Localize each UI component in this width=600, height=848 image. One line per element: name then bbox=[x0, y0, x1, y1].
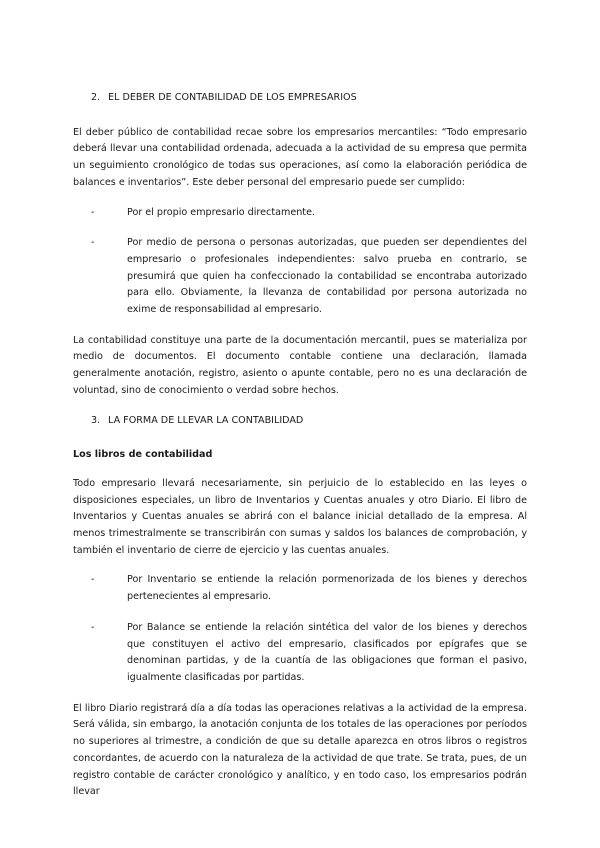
section-2-heading bbox=[73, 90, 527, 107]
dash-bullet: - bbox=[91, 206, 95, 218]
list-item bbox=[91, 235, 527, 319]
section-2-list bbox=[73, 205, 527, 319]
list-item bbox=[91, 205, 527, 222]
dash-bullet: - bbox=[91, 237, 95, 249]
section-3-list bbox=[73, 572, 527, 686]
section-3-intro: Todo empresario llevará necesariamente, sin perjuicio de lo establecido en las leyes o disposiciones especiales, un libro de Inventarios y Cuentas anuales y otro Diario. El libro de Inventarios y Cuentas anuales se abrirá con el balance inicial detallado de la empresa. Al menos trimestralmente se transcribirán con sumas y saldos los balances de comprobación, y también el inventario de cierre de ejercicio y las cuentas anuales. bbox=[73, 477, 527, 556]
section-2-closing: La contabilidad constituye una parte de la documentación mercantil, pues se materializa por medio de documentos. El documento contable contiene una declaración, llamada generalmente anotación, registro, asiento o apunte contable, pero no es una declaración de voluntad, sino de conocimiento o verdad sobre hechos. bbox=[73, 334, 527, 396]
list-item bbox=[91, 620, 527, 687]
section-3-title: LA FORMA DE LLEVAR LA CONTABILIDAD bbox=[108, 414, 304, 426]
subsection-title: Los libros de contabilidad bbox=[73, 449, 213, 461]
section-3-closing: El libro Diario registrará día a día todas las operaciones relativas a la actividad de la empresa. Será válida, sin embargo, la anotación conjunta de los totales de las operaciones por períodos no superiores al trimestre, a condición de que su detalle aparezca en otros libros o registros concordantes, de acuerdo con la naturaleza de la actividad de que trate. Se trata, pues, de un registro contable de carácter cronológico y analítico, y en todo caso, los empresarios podrán llevar bbox=[73, 702, 527, 798]
list-item-text: Por Inventario se entiende la relación pormenorizada de los bienes y derechos pertenecientes al empresario. bbox=[127, 574, 527, 603]
dash-bullet: - bbox=[91, 621, 95, 633]
section-3-heading bbox=[73, 413, 527, 430]
section-2-number: 2. bbox=[91, 92, 101, 103]
list-item-text: Por medio de persona o personas autorizadas, que pueden ser dependientes del empresario o profesionales independientes: salvo prueba en contrario, se presumirá que quien ha confeccionado la contabilidad se encontraba autorizado para ello. Obviamente, la llevanza de contabilidad por persona autorizada no exime de responsabilidad al empresario. bbox=[127, 237, 527, 316]
list-item-text: Por Balance se entiende la relación sintética del valor de los bienes y derechos que constituyen el activo del empresario, clasificados por epígrafes que se denominan partidas, y de la cuantía de las obligaciones que forman el pasivo, igualmente clasificadas por partidas. bbox=[127, 621, 527, 683]
section-3-number: 3. bbox=[91, 414, 101, 426]
section-2-title: EL DEBER DE CONTABILIDAD DE LOS EMPRESARIOS bbox=[108, 92, 357, 103]
list-item-text: Por el propio empresario directamente. bbox=[127, 206, 316, 218]
list-item bbox=[91, 572, 527, 605]
section-2-intro: El deber público de contabilidad recae sobre los empresarios mercantiles: “Todo empresario deberá llevar una contabilidad ordenada, adecuada a la actividad de su empresa que permita un seguimiento cronológico de todas sus operaciones, así como la elaboración periódica de balances e inventarios”. Este deber personal del empresario puede ser cumplido: bbox=[73, 126, 527, 188]
dash-bullet: - bbox=[91, 574, 95, 586]
